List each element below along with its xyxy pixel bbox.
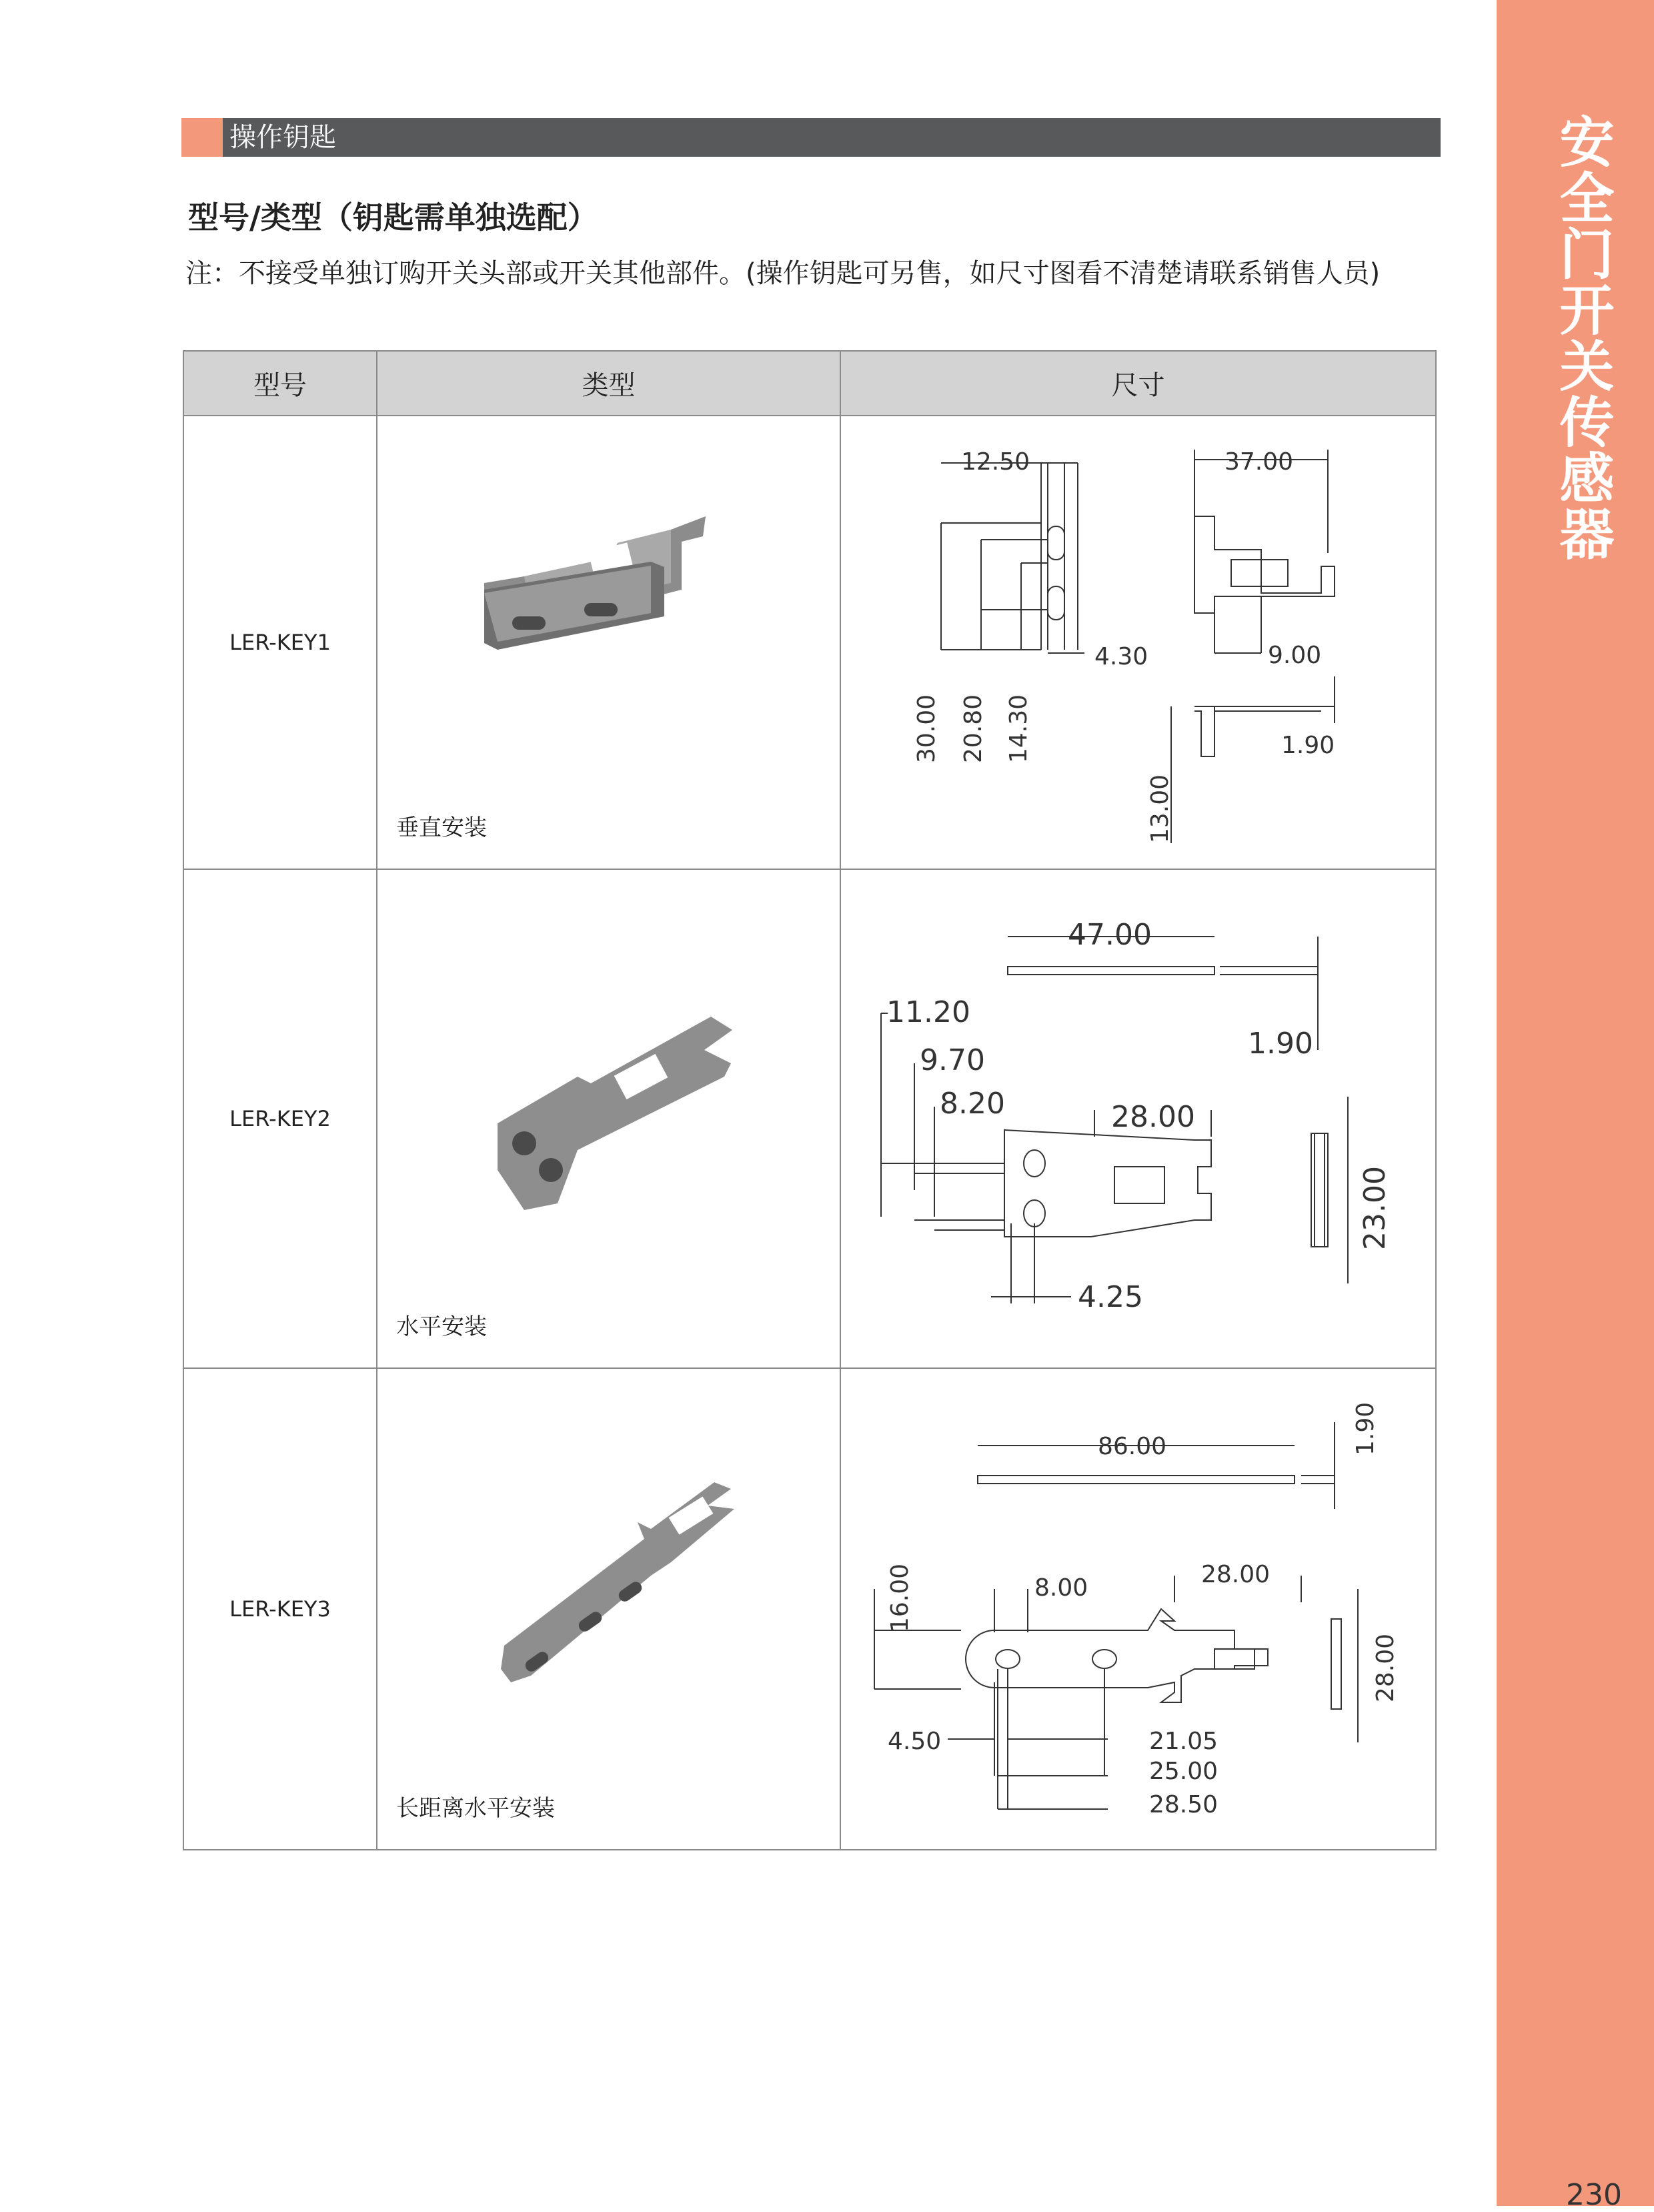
- dim-label: 8.00: [1034, 1574, 1088, 1602]
- dimension-drawing: [841, 870, 1437, 1369]
- spec-table: [183, 350, 1437, 1850]
- dim-label: 11.20: [886, 995, 970, 1029]
- dim-label: 13.00: [1146, 774, 1174, 843]
- type-label: 水平安装: [396, 1313, 487, 1340]
- page-note: 注：不接受单独订购开关头部或开关其他部件。(操作钥匙可另售，如尺寸图看不清楚请联系销售人员): [185, 258, 1381, 289]
- table-header-row: [183, 351, 1436, 416]
- table-row: [183, 416, 1436, 869]
- type-cell: [377, 416, 840, 869]
- dim-label: 30.00: [913, 694, 940, 763]
- dim-label: 21.05: [1149, 1728, 1218, 1755]
- dim-label: 28.00: [1201, 1561, 1271, 1588]
- table-row: [183, 869, 1436, 1368]
- type-cell: [377, 1368, 840, 1850]
- dimension-drawing: [841, 416, 1437, 870]
- dim-label: 1.90: [1281, 732, 1335, 759]
- page-number: 230: [1566, 2178, 1622, 2212]
- model-label: LER-KEY3: [229, 1596, 331, 1622]
- dim-label: 28.00: [1111, 1100, 1195, 1134]
- dim-label: 1.90: [1248, 1027, 1313, 1061]
- dim-label: 12.50: [961, 448, 1030, 476]
- side-title: 安全门开关传感器: [1551, 113, 1614, 562]
- dim-label: 28.00: [1372, 1633, 1399, 1702]
- type-cell: [377, 869, 840, 1368]
- type-label: 垂直安装: [396, 814, 487, 841]
- dim-label: 4.25: [1078, 1280, 1143, 1314]
- model-cell: [183, 869, 377, 1368]
- dim-label: 25.00: [1149, 1758, 1218, 1785]
- page-subtitle: 型号/类型（钥匙需单独选配）: [188, 199, 598, 235]
- type-label: 长距离水平安装: [396, 1795, 555, 1822]
- model-cell: [183, 1368, 377, 1850]
- table-row: [183, 1368, 1436, 1850]
- dim-label: 20.80: [960, 694, 987, 763]
- dim-label: 47.00: [1068, 918, 1152, 952]
- dimension-cell: [840, 869, 1436, 1368]
- model-cell: [183, 416, 377, 869]
- dim-label: 4.30: [1094, 643, 1148, 670]
- section-accent: [181, 118, 223, 157]
- dim-label: 8.20: [940, 1087, 1005, 1121]
- dimension-cell: [840, 1368, 1436, 1850]
- dim-label: 9.00: [1268, 642, 1322, 669]
- product-photo: [484, 1476, 764, 1716]
- product-photo: [484, 1003, 764, 1230]
- dim-label: 1.90: [1352, 1402, 1379, 1456]
- section-title: 操作钥匙: [229, 122, 336, 153]
- dim-label: 16.00: [886, 1563, 914, 1632]
- header-model: 型号: [183, 351, 377, 416]
- dim-label: 9.70: [920, 1043, 985, 1077]
- dim-label: 86.00: [1098, 1433, 1167, 1460]
- dim-label: 23.00: [1358, 1166, 1392, 1250]
- header-type: 类型: [377, 351, 840, 416]
- dim-label: 4.50: [888, 1728, 942, 1755]
- header-size: 尺寸: [840, 351, 1436, 416]
- dimension-cell: [840, 416, 1436, 869]
- dimension-drawing: [841, 1369, 1437, 1850]
- dim-label: 14.30: [1005, 694, 1032, 763]
- product-photo: [458, 483, 751, 736]
- model-label: LER-KEY2: [229, 1106, 331, 1131]
- section-bar: [181, 118, 1441, 157]
- dim-label: 28.50: [1149, 1791, 1218, 1818]
- model-label: LER-KEY1: [229, 630, 331, 655]
- dim-label: 37.00: [1224, 448, 1294, 476]
